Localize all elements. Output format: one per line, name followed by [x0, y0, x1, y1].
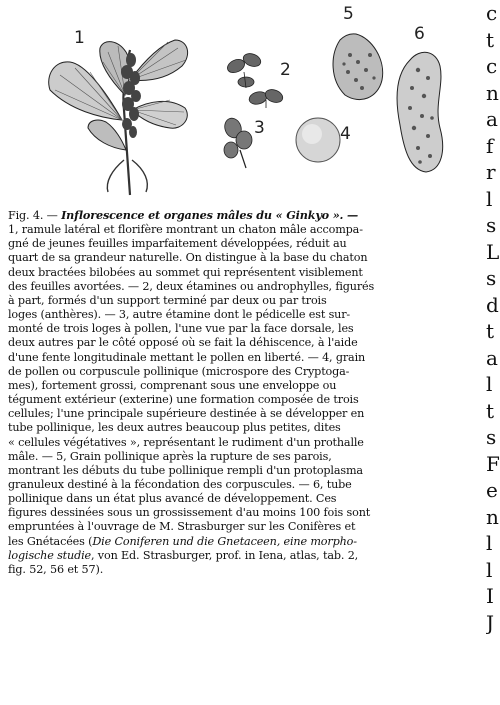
cropped-letter: e	[486, 478, 498, 502]
caption-line: fig. 52, 56 et 57).	[8, 562, 104, 576]
caption-line: des feuilles avortées. — 2, deux étamines ou androphylles, figurés	[8, 279, 375, 293]
cropped-letter: n	[486, 80, 499, 105]
cropped-letter: t	[486, 398, 495, 423]
caption-line: granuleux destiné à la fécondation des corpuscules. — 6, tube	[8, 477, 352, 491]
cropped-letter: s	[486, 213, 497, 237]
caption-line: 1, ramule latéral et florifère montrant un chaton mâle accompa-	[8, 223, 363, 237]
caption-text: , von Ed. Strasburger, prof. in Iena, atlas, tab. 2,	[91, 548, 359, 562]
figure-label-2: 2	[280, 60, 291, 80]
caption-line: pollinique dans un état plus avancé de développement. Ces	[8, 492, 337, 506]
cropped-letter: t	[486, 319, 495, 343]
cropped-letter: d	[486, 292, 499, 317]
caption-title: Inflorescence et organes mâles du « Ginkyo ». —	[61, 208, 359, 222]
caption-text: les Gnétacées (	[8, 534, 93, 548]
caption-line: à part, formés d'un support terminé par deux ou par trois	[8, 293, 327, 307]
cropped-letter: l	[486, 372, 493, 396]
caption-line: deux autres par le côté opposé où se fait la déhiscence, à l'aide	[8, 336, 358, 350]
caption-line: tégument extérieur (exterine) une formation composée de trois	[8, 393, 359, 407]
caption-line: mes), fortement grossi, comprenant sous une enveloppe ou	[8, 378, 337, 392]
caption-line: deux bractées bilobées au sommet qui représentent visiblement	[8, 265, 363, 279]
figure-label-1: 1	[74, 28, 85, 48]
figure-illustration	[0, 0, 470, 200]
caption-line: figures dessinées sous un grossissement d'au moins 100 fois sont	[8, 506, 371, 520]
caption-line: empruntées à l'ouvrage de M. Strasburger sur les Conifères et	[8, 520, 356, 534]
cropped-letter: I	[486, 584, 494, 608]
ginkgo-branch-drawing	[49, 40, 188, 195]
ruptured-pollen-drawing	[333, 34, 383, 100]
cropped-letter: l	[486, 531, 493, 555]
pollen-grain-drawing	[296, 118, 340, 162]
cropped-letter: L	[486, 239, 500, 264]
cropped-letter: r	[486, 160, 496, 184]
caption-line: tube pollinique, les deux autres beaucoup plus petites, dites	[8, 421, 341, 435]
caption-line: loges (anthères). — 3, autre étamine dont le pédicelle est sur-	[8, 308, 351, 322]
cropped-letter: n	[486, 504, 499, 529]
caption-book-title: Die Coniferen und die Gnetaceen, eine morpho-	[92, 534, 357, 548]
caption-line: montrant les débuts du tube pollinique rempli d'un protoplasma	[8, 463, 363, 477]
caption-line	[8, 535, 466, 549]
cropped-letter: t	[486, 27, 495, 52]
caption-line: d'une fente longitudinale mettant le pollen en liberté. — 4, grain	[8, 350, 366, 364]
cropped-letter: F	[486, 451, 500, 476]
caption-heading-line	[8, 208, 466, 223]
caption-line: quart de sa grandeur naturelle. On distingue à la base du chaton	[8, 251, 368, 265]
cropped-letter: f	[486, 133, 494, 158]
caption-line: monté de trois loges à pollen, l'une vue par la face dorsale, les	[8, 322, 354, 336]
cropped-letter: l	[486, 186, 493, 211]
cropped-letter: a	[486, 345, 498, 370]
stamens-drawing	[225, 51, 284, 108]
adjacent-column-cropped	[486, 0, 500, 705]
caption-line: cellules; l'une principale supérieure destinée à se développer en	[8, 407, 365, 421]
cropped-letter: s	[486, 425, 497, 449]
figure-label-4: 4	[340, 124, 351, 144]
cropped-letter: c	[486, 54, 498, 78]
figure-caption	[8, 208, 466, 577]
caption-line: gné de jeunes feuilles imparfaitement développées, réduit au	[8, 237, 347, 251]
cropped-letter: a	[486, 107, 498, 131]
cropped-letter: c	[486, 1, 498, 25]
pollen-tube-drawing	[397, 52, 443, 172]
figure-label-3: 3	[254, 118, 265, 138]
caption-line: de pollen ou corpuscule pollinique (microspore des Cryptoga-	[8, 364, 350, 378]
caption-line: mâle. — 5, Grain pollinique après la rupture de ses parois,	[8, 449, 332, 463]
caption-fig-label: Fig. 4. —	[8, 209, 58, 222]
cropped-letter: J	[486, 610, 495, 635]
anther-drawing	[222, 116, 252, 168]
figure-label-6: 6	[414, 24, 425, 44]
figure-label-5: 5	[343, 4, 354, 24]
caption-line	[8, 549, 466, 563]
cropped-letter: s	[486, 266, 497, 290]
caption-book-title-cont: logische studie	[8, 548, 91, 562]
cropped-letter: l	[486, 557, 493, 582]
caption-line: « cellules végétatives », représentant le rudiment d'un prothalle	[8, 435, 364, 449]
